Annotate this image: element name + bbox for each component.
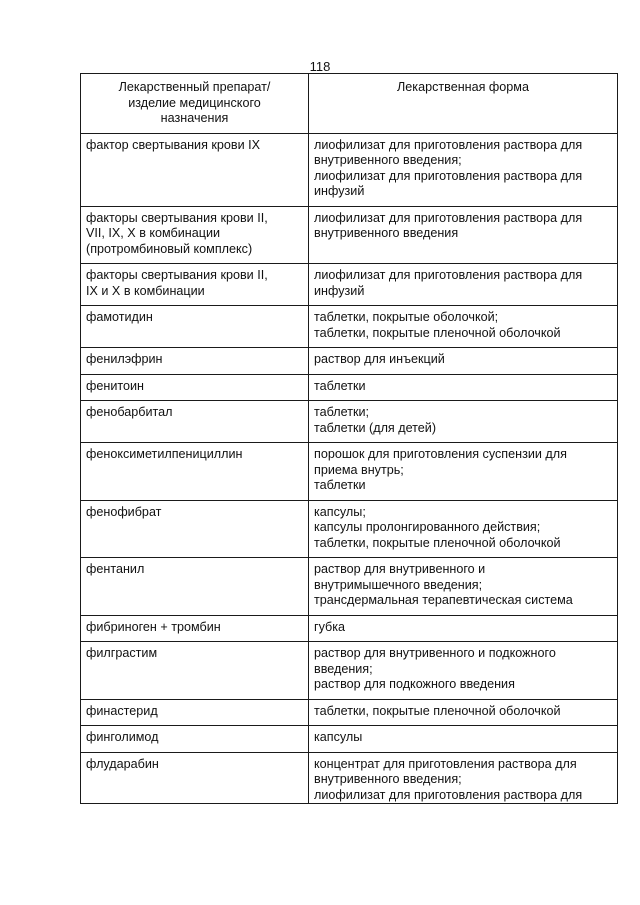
drug-name-line: VII, IX, X в комбинации [86,226,221,240]
dosage-form-line: таблетки, покрытые пленочной оболочкой [314,703,561,718]
table-row [81,726,618,753]
table-row [81,642,618,700]
table-row [81,348,618,375]
dosage-form-cell [309,699,618,726]
table-row [81,133,618,206]
table-row [81,264,618,306]
table-row [81,699,618,726]
dosage-form-line: капсулы; [314,504,366,519]
drug-name-line: IX и X в комбинации [86,283,205,298]
dosage-form-cell [309,500,618,558]
drug-name-line: фамотидин [86,310,153,324]
table-row [81,374,618,401]
dosage-form-cell [309,443,618,501]
dosage-form-line: внутривенного введения; [314,153,462,167]
header-line: Лекарственная форма [397,80,529,94]
dosage-form-cell [309,133,618,206]
dosage-form-line: внутривенного введения [314,226,459,240]
table-row [81,500,618,558]
drug-name-cell [81,306,309,348]
drug-name-line: факторы свертывания крови II, [86,210,268,225]
table-row [81,401,618,443]
medication-table [80,73,618,804]
dosage-form-line: лиофилизат для приготовления раствора для [314,210,583,225]
drug-name-cell [81,133,309,206]
dosage-form-line: таблетки, покрытые пленочной оболочкой [314,535,561,550]
drug-name-cell [81,615,309,642]
drug-name-line: фенофибрат [86,504,162,519]
table-row [81,558,618,616]
dosage-form-line: лиофилизат для приготовления раствора для [314,268,583,282]
drug-name-cell [81,401,309,443]
table-body [81,133,618,804]
dosage-form-line: таблетки (для детей) [314,420,437,435]
drug-name-line: финголимод [86,730,159,744]
drug-name-line: (протромбиновый комплекс) [86,241,253,256]
header-line: Лекарственный препарат/ [118,80,271,94]
header-line: изделие медицинского [128,95,261,110]
drug-name-line: феноксиметилпенициллин [86,447,243,461]
dosage-form-line: внутримышечного введения; [314,577,483,592]
dosage-form-cell [309,726,618,753]
drug-name-line: фенитоин [86,378,144,393]
dosage-form-line: инфузий [314,184,365,198]
dosage-form-cell [309,558,618,616]
table-header-row [81,74,618,134]
drug-name-line: флударабин [86,756,159,771]
dosage-form-line: таблетки, покрытые оболочкой; [314,310,499,324]
dosage-form-cell [309,752,618,804]
dosage-form-line: лиофилизат для приготовления раствора для [314,168,583,183]
drug-name-line: филграстим [86,646,158,660]
drug-name-line: факторы свертывания крови II, [86,268,268,282]
table-row [81,615,618,642]
dosage-form-cell [309,264,618,306]
page-number: 118 [309,59,331,74]
drug-name-line: фенилэфрин [86,352,163,366]
drug-name-cell [81,443,309,501]
drug-name-cell [81,699,309,726]
drug-name-cell [81,206,309,264]
dosage-form-line: концентрат для приготовления раствора для [314,756,577,771]
header-dosage-form [309,74,618,134]
drug-name-cell [81,500,309,558]
dosage-form-line: таблетки [314,478,366,492]
drug-name-line: фибриноген + тромбин [86,619,221,634]
dosage-form-line: инфузий [314,283,365,298]
drug-name-cell [81,642,309,700]
dosage-form-line: введения; [314,661,373,676]
drug-name-line: фактор свертывания крови IX [86,137,261,152]
table-row [81,206,618,264]
dosage-form-line: внутривенного введения; [314,772,462,786]
drug-name-cell [81,374,309,401]
dosage-form-line: раствор для инъекций [314,352,445,366]
dosage-form-line: лиофилизат для приготовления раствора для [314,137,583,152]
drug-name-cell [81,348,309,375]
dosage-form-line: таблетки, покрытые пленочной оболочкой [314,325,561,340]
dosage-form-cell [309,374,618,401]
drug-name-line: фенобарбитал [86,405,173,419]
drug-name-cell [81,752,309,804]
table-row [81,306,618,348]
drug-name-line: фентанил [86,562,145,576]
dosage-form-cell [309,206,618,264]
dosage-form-line: трансдермальная терапевтическая система [314,593,573,607]
dosage-form-line: порошок для приготовления суспензии для [314,447,567,461]
drug-name-cell [81,726,309,753]
dosage-form-line: лиофилизат для приготовления раствора для [314,787,583,802]
dosage-form-cell [309,348,618,375]
header-line: назначения [160,111,229,125]
dosage-form-line: губка [314,619,346,634]
dosage-form-line: раствор для внутривенного и подкожного [314,646,556,660]
dosage-form-cell [309,642,618,700]
dosage-form-line: капсулы пролонгированного действия; [314,520,541,534]
dosage-form-line: капсулы [314,730,363,744]
table-row [81,443,618,501]
header-drug-name [81,74,309,134]
drug-name-line: финастерид [86,703,158,718]
drug-name-cell [81,264,309,306]
table-row [81,752,618,804]
dosage-form-line: таблетки [314,378,366,393]
dosage-form-line: приема внутрь; [314,462,404,477]
dosage-form-cell [309,615,618,642]
drug-name-cell [81,558,309,616]
dosage-form-cell [309,401,618,443]
dosage-form-line: таблетки; [314,405,370,419]
dosage-form-line: раствор для внутривенного и [314,562,486,576]
dosage-form-cell [309,306,618,348]
dosage-form-line: раствор для подкожного введения [314,677,515,691]
